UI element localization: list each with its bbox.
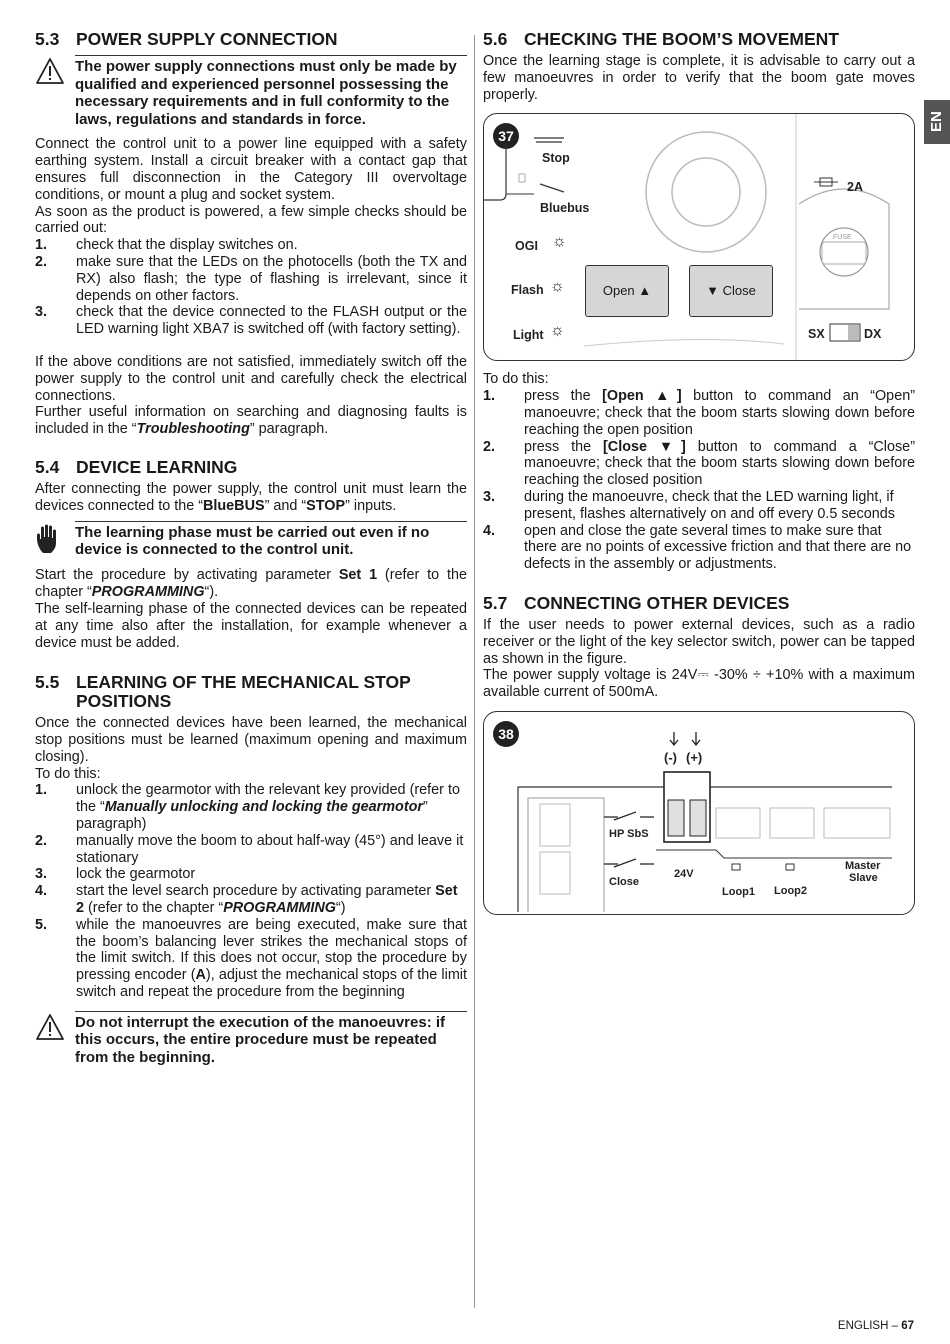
dx-label: DX	[864, 327, 882, 342]
bluebus-label: Bluebus	[540, 201, 590, 216]
close-label: Close	[609, 875, 639, 888]
ogi-led-icon: ☼	[552, 233, 567, 251]
section-5-7-heading: 5.7 CONNECTING OTHER DEVICES	[483, 592, 790, 613]
stop-hand-icon	[35, 521, 75, 560]
list-item: 2. manually move the boom to about half-way (45°) and leave it stationary	[35, 832, 464, 866]
warning-triangle-icon	[35, 55, 75, 128]
learning-warning: The learning phase must be carried out even if no device is connected to the control unit.	[35, 521, 467, 560]
light-led-icon: ☼	[550, 322, 565, 340]
right-column: 5.6 CHECKING THE BOOM’S MOVEMENT Once the learning stage is complete, it is advisable to carry out a few manoeuvres in order to verify that the boom gate moves properly. 37 Stop Bluebus OGI Flash Light ☼ ☼ ☼ 2A FUSE Open ▲ ▼ Close SX DX To do this: 1. press the [Open ▲] button to command an “Open” manoeuvre; check that the boom starts slowing down before reaching the open position 2. press the [Close ▼] button to command a “Close” manoeuvre; check that the boom starts slowing down before reaching the closed position 3. during the manoeuvre, check that the LED warning light, if present, flashes alternatively on and off every 0.5 seconds 4. open and close the gate several times to make sure that there are no points of excessive friction and that there are no defects in the assembly or adjustments. 5.7 CONNECTING OTHER DEVICES If the user needs to power external devices, such as a radio receiver or the light of the key selector switch, power can be tapped as shown in the figure. The power supply voltage is 24V⎓ -30% ÷ +10% with a maximum available current of 500mA. 38 (-) (+) HP SbS Close 24V Loop1 Loop2 Master Slave	[483, 30, 915, 915]
fuse-label: 2A	[847, 180, 863, 195]
master-label: Master	[845, 859, 881, 872]
figure-badge: 38	[493, 721, 519, 747]
manoeuvre-warning: Do not interrupt the execution of the manoeuvres: if this occurs, the entire procedure must be repeated from the beginning.	[35, 1011, 467, 1067]
figure-38	[483, 711, 915, 915]
column-divider	[474, 35, 475, 1308]
list-item: 4. start the level search procedure by activating parameter Set 2 (refer to the chapter “PROGRAMMING“)	[35, 883, 458, 917]
stop-learning-list	[35, 782, 467, 1000]
flash-led-icon: ☼	[550, 278, 565, 296]
hp-sbs-label: HP SbS	[609, 827, 649, 840]
open-button[interactable]: Open ▲	[585, 265, 669, 317]
list-item: 2. make sure that the LEDs on the photocells (both the TX and RX) also flash; the type of flashing is irrelevant, since it depends on other factors.	[35, 253, 467, 304]
language-tab: EN	[924, 100, 950, 144]
section-5-3-heading: 5.3 POWER SUPPLY CONNECTION	[35, 29, 338, 49]
figure-37	[483, 113, 915, 361]
slave-label: Slave	[849, 871, 878, 884]
fuse-cap: FUSE	[833, 234, 852, 242]
minus-label: (-)	[664, 749, 677, 765]
24v-label: 24V	[674, 867, 694, 880]
list-item: 1. unlock the gearmotor with the relevant key provided (refer to the “Manually unlocking and locking the gearmotor” paragraph)	[35, 782, 460, 833]
plus-label: (+)	[686, 749, 703, 765]
section-5-5-heading: 5.5 LEARNING OF THE MECHANICAL STOP POSITIONS	[35, 672, 411, 712]
troubleshooting-ref: Further useful information on searching and diagnosing faults is included in the “Troubleshooting” paragraph.	[35, 404, 467, 438]
warning-triangle-icon	[35, 1011, 75, 1067]
list-item: 3. lock the gearmotor	[35, 866, 196, 883]
ogi-label: OGI	[515, 239, 538, 254]
left-column: 5.3 POWER SUPPLY CONNECTION The power supply connections must only be made by qualified and experienced personnel possessing the necessary requirements and in full conformity to the laws, regulations and standards in force. Connect the control unit to a power line equipped with a safety earthing system. Install a circuit breaker with a contact gap that ensures full disconnection in the Category III overvoltage conditions, or mount a plug and socket system. As soon as the product is powered, a few simple checks should be carried out: 1. check that the display switches on. 2. make sure that the LEDs on the photocells (both the TX and RX) also flash; the type of flashing is irrelevant, since it depends on other factors. 3. check that the device connected to the FLASH output or the LED warning light XBA7 is switched off (with factory setting). If the above conditions are not satisfied, immediately switch off the power supply to the control unit and carefully check the electrical connections. Further useful information on searching and diagnosing faults is included in the “Troubleshooting” paragraph. 5.4 DEVICE LEARNING After connecting the power supply, the control unit must learn the devices connected to the “BlueBUS” and “STOP” inputs. The learning phase must be carried out even if no device is connected to the control unit. Start the procedure by activating parameter Set 1 (refer to the chapter “PROGRAMMING“). The self-learning phase of the connected devices can be repeated at any time also after the installation, for example whenever a device must be added. 5.5 LEARNING OF THE MECHANICAL STOP POSITIONS Once the connected devices have been learned, the mechanical stop positions must be learned (maximum opening and maximum closing). To do this: 1. unlock the gearmotor with the relevant key provided (refer to the “Manually unlocking and locking the gearmotor” paragraph) 2. manually move the boom to about half-way (45°) and leave it stationary 3. lock the gearmotor 4. start the level search procedure by activating parameter Set 2 (refer to the chapter “PROGRAMMING“) 5. while the manoeuvres are being executed, make sure that the boom’s balancing lever strikes the mechanical stops of the limit switch. If this does not occur, stop the procedure by pressing encoder (A), adjust the mechanical stops of the limit switch and repeat the procedure from the beginning Do not interrupt the execution of the manoeuvres: if this occurs, the entire procedure must be repeated from the beginning.	[35, 29, 468, 1067]
list-item: 3. check that the device connected to the FLASH output or the LED warning light XBA7 is switched off (with factory setting).	[35, 304, 467, 338]
boom-check-list	[483, 388, 915, 573]
figure-badge: 37	[493, 123, 519, 149]
power-warning: The power supply connections must only be made by qualified and experienced personnel possessing the necessary requirements and in full conformity to the laws, regulations and standards in force.	[35, 55, 467, 128]
flash-label: Flash	[511, 283, 544, 298]
close-button[interactable]: ▼ Close	[689, 265, 773, 317]
list-item: 1. press the [Open ▲] button to command an “Open” manoeuvre; check that the boom starts slowing down before reaching the open position	[483, 388, 915, 438]
section-5-4-heading: 5.4 DEVICE LEARNING	[35, 456, 238, 477]
list-item: 1. check that the display switches on.	[35, 237, 298, 254]
list-item: 2. press the [Close ▼] button to command a “Close” manoeuvre; check that the boom starts slowing down before reaching the closed position	[483, 438, 915, 489]
list-item: 5. while the manoeuvres are being executed, make sure that the boom’s balancing lever strikes the mechanical stops of the limit switch. If this does not occur, stop the procedure by pressing encoder (A), adjust the mechanical stops of the limit switch and repeat the procedure from the beginning	[35, 916, 468, 1001]
stop-label: Stop	[542, 151, 570, 166]
page-footer: ENGLISH – 67	[837, 1320, 914, 1332]
sx-label: SX	[808, 327, 825, 342]
list-item: 4. open and close the gate several times to make sure that there are no points of excessive friction and that there are no defects in the assembly or adjustments.	[483, 522, 912, 573]
light-label: Light	[513, 328, 544, 343]
loop1-label: Loop1	[722, 885, 755, 898]
loop2-label: Loop2	[774, 884, 807, 897]
checks-list	[35, 237, 467, 338]
list-item: 3. during the manoeuvre, check that the LED warning light, if present, flashes alternatively on and off every 0.5 seconds	[483, 488, 895, 522]
section-5-6-heading: 5.6 CHECKING THE BOOM’S MOVEMENT	[483, 29, 840, 49]
